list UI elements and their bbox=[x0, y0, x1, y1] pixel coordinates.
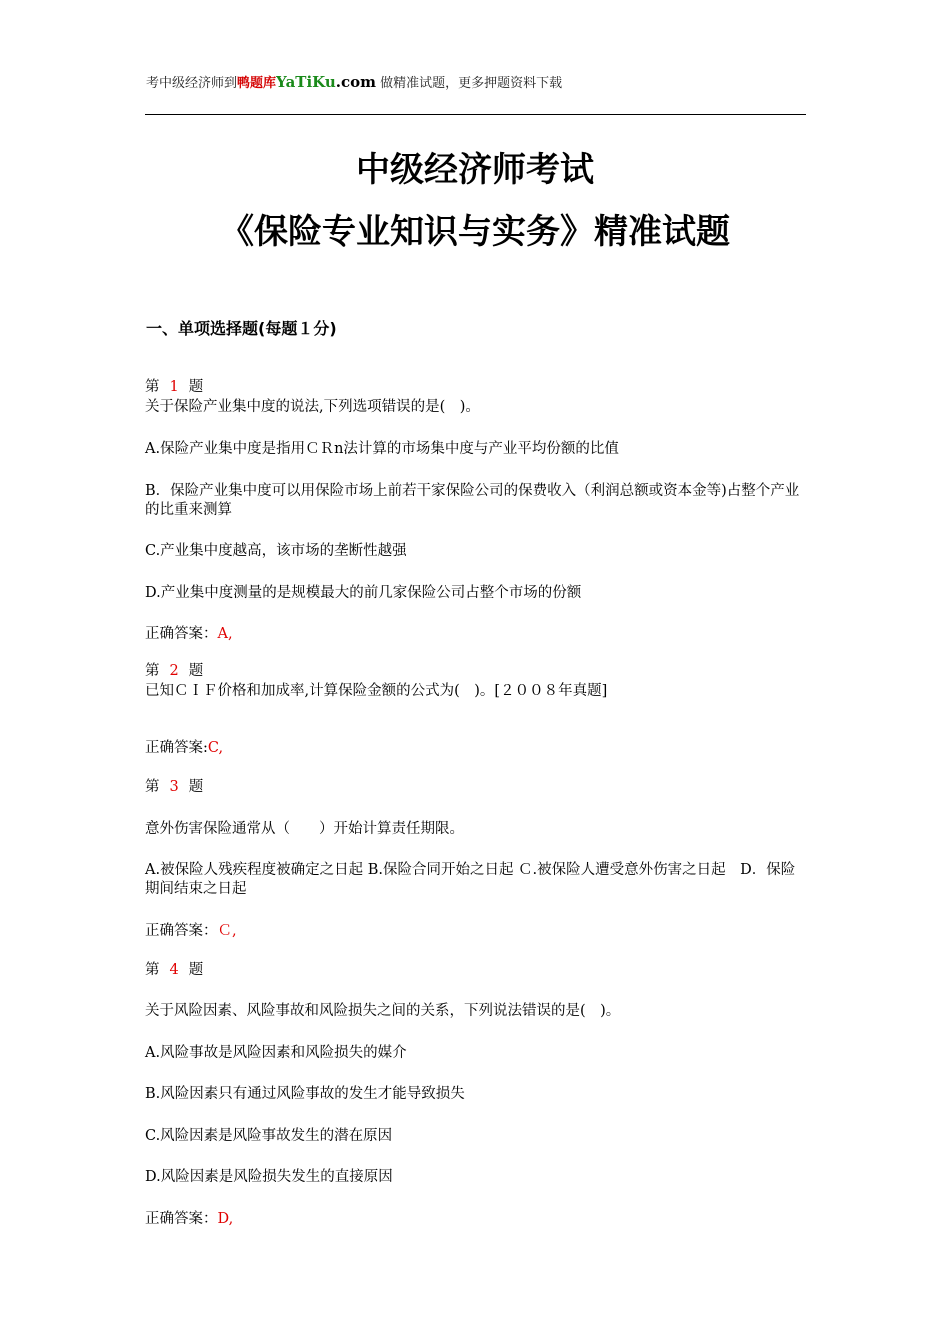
answer-value: C, bbox=[207, 740, 224, 756]
question-2-stem: 已知ＣＩＦ价格和加成率,计算保险金额的公式为( )。[２００８年真题] bbox=[145, 683, 608, 699]
question-4-option-b: B.风险因素只有通过风险事故的发生才能导致损失 bbox=[145, 1086, 465, 1102]
question-label-suffix: 题 bbox=[188, 379, 204, 395]
page-header bbox=[146, 72, 562, 91]
question-1-option-b: B．保险产业集中度可以用保险市场上前若干家保险公司的保费收入（利润总额或资本金等)占整个产业的比重来测算 bbox=[145, 483, 800, 518]
question-number: 2 bbox=[169, 663, 179, 679]
question-label-prefix: 第 bbox=[145, 779, 160, 795]
question-3-stem: 意外伤害保险通常从（ ）开始计算责任期限。 bbox=[145, 821, 464, 837]
question-1-answer bbox=[145, 625, 233, 644]
answer-value: A, bbox=[217, 626, 233, 642]
question-1-option-d: D.产业集中度测量的是规模最大的前几家保险公司占整个市场的份额 bbox=[145, 585, 582, 601]
page-title-line-2: 《保险专业知识与实务》精准试题 bbox=[220, 212, 730, 252]
question-4-option-a: A.风险事故是风险因素和风险损失的媒介 bbox=[145, 1045, 407, 1061]
brand-name-cn[interactable]: 鸭题库 bbox=[237, 76, 277, 91]
question-1-option-c: C.产业集中度越高，该市场的垄断性越强 bbox=[145, 543, 407, 559]
question-label-suffix: 题 bbox=[188, 962, 204, 978]
question-label-prefix: 第 bbox=[145, 962, 160, 978]
question-1-stem: 关于保险产业集中度的说法,下列选项错误的是( )。 bbox=[145, 399, 480, 415]
question-label-prefix: 第 bbox=[145, 663, 160, 679]
question-3-options: A.被保险人残疾程度被确定之日起 B.保险合同开始之日起 Ｃ.被保险人遭受意外伤害之日起 D．保险期间结束之日起 bbox=[145, 862, 796, 897]
question-3-answer bbox=[145, 922, 237, 941]
question-number: 4 bbox=[169, 962, 179, 978]
header-divider bbox=[145, 114, 806, 115]
question-number: 3 bbox=[169, 779, 179, 795]
answer-label: 正确答案： bbox=[145, 626, 218, 642]
answer-label: 正确答案： bbox=[145, 1211, 218, 1227]
question-4-answer bbox=[145, 1210, 233, 1229]
page-title-line-1: 中级经济师考试 bbox=[356, 150, 594, 190]
header-prefix: 考中级经济师到 bbox=[146, 76, 238, 91]
question-1-option-a: A.保险产业集中度是指用ＣＲn法计算的市场集中度与产业平均份额的比值 bbox=[145, 441, 619, 457]
answer-value: D, bbox=[217, 1211, 234, 1227]
question-2-label bbox=[145, 662, 203, 681]
answer-label: 正确答案： bbox=[145, 923, 218, 939]
question-4-label bbox=[145, 961, 203, 980]
question-4-option-c: C.风险因素是风险事故发生的潜在原因 bbox=[145, 1128, 393, 1144]
question-label-suffix: 题 bbox=[188, 779, 204, 795]
brand-domain[interactable]: .com bbox=[335, 73, 377, 91]
question-label-prefix: 第 bbox=[145, 379, 160, 395]
answer-value: Ｃ, bbox=[217, 923, 237, 939]
brand-name-en[interactable]: YaTiKu bbox=[276, 73, 336, 91]
question-1-label bbox=[145, 378, 203, 397]
question-4-stem: 关于风险因素、风险事故和风险损失之间的关系，下列说法错误的是( )。 bbox=[145, 1003, 621, 1019]
answer-label: 正确答案: bbox=[145, 740, 208, 756]
question-4-option-d: D.风险因素是风险损失发生的直接原因 bbox=[145, 1169, 393, 1185]
question-2-answer bbox=[145, 739, 223, 758]
header-suffix: 做精准试题，更多押题资料下载 bbox=[376, 76, 563, 91]
question-number: 1 bbox=[169, 379, 179, 395]
question-3-label bbox=[145, 778, 203, 797]
question-label-suffix: 题 bbox=[188, 663, 204, 679]
section-heading: 一、单项选择题(每题１分) bbox=[146, 319, 337, 338]
